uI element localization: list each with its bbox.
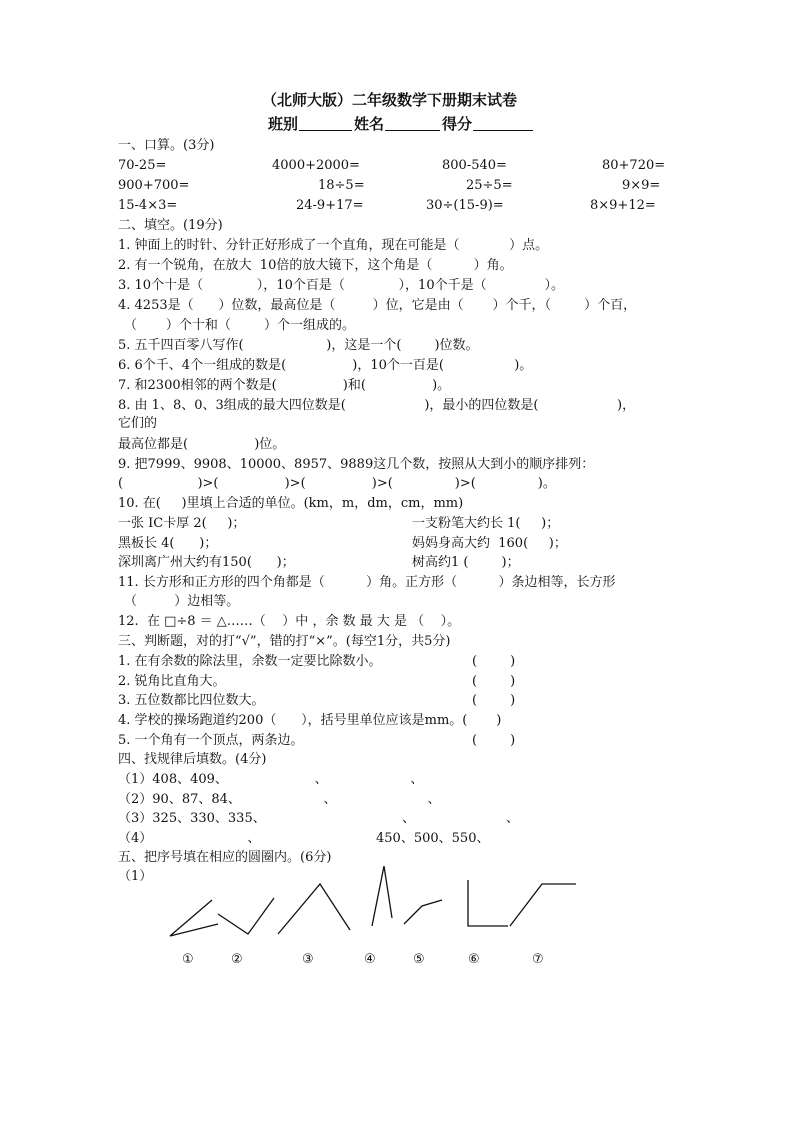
judge-item-4: 4. 学校的操场跑道约200（ ），括号里单位应该是mm。( ) <box>118 713 502 728</box>
fill-question-5: 5. 五千四百零八写作( )，这是一个( )位数。 <box>118 338 479 353</box>
calc-item: 18÷5= <box>318 178 365 193</box>
section2-heading: 二、填空。(19分) <box>118 218 223 233</box>
class-blank-line <box>299 130 352 131</box>
fill-question-12: 12. 在 □÷8 ＝ △……（ ）中 ，余 数 最 大 是 （ ）。 <box>118 614 461 629</box>
judge-bracket: ( ) <box>472 654 516 669</box>
score-blank-line <box>473 130 533 131</box>
angle-figure-4 <box>372 866 392 926</box>
fill-question-6: 6. 6个千、4个一组成的数是( )，10个一百是( )。 <box>118 358 533 373</box>
judge-bracket: ( ) <box>472 674 516 689</box>
unit-item: 树高约1 ( )； <box>412 555 520 570</box>
name-blank-line <box>385 130 440 131</box>
calc-item: 15-4×3= <box>118 198 178 213</box>
angle-figure-1 <box>170 900 218 936</box>
calc-item: 80+720= <box>602 158 666 173</box>
figure-label: ⑤ <box>413 952 425 967</box>
section5-subitem: （1） <box>118 869 153 884</box>
name-label: 姓名 <box>354 115 385 133</box>
figure-label: ③ <box>302 952 314 967</box>
unit-item: 一支粉笔大约长 1( )； <box>412 516 560 531</box>
calc-item: 4000+2000= <box>272 158 360 173</box>
section3-heading: 三、判断题，对的打“√”，错的打“×”。(每空1分，共5分) <box>118 634 451 649</box>
angle-figure-2 <box>218 898 274 934</box>
angle-figures <box>160 866 590 976</box>
fill-question-4b: （ ）个十和（ ）个一组成的。 <box>124 318 355 333</box>
calc-item: 900+700= <box>118 178 190 193</box>
judge-item-5: 5. 一个角有一个顶点，两条边。 <box>118 733 304 748</box>
fill-question-3: 3. 10个十是（ ），10个百是（ ），10个千是（ ）。 <box>118 278 564 293</box>
calc-item: 30÷(15-9)= <box>426 198 504 213</box>
calc-item: 800-540= <box>442 158 507 173</box>
fill-question-8b: 它们的 <box>118 416 158 431</box>
exam-title: （北师大版）二年级数学下册期末试卷 <box>262 91 518 109</box>
judge-item-1: 1. 在有余数的除法里，余数一定要比除数小。 <box>118 654 382 669</box>
angle-figure-3 <box>278 884 350 934</box>
calc-item: 70-25= <box>118 158 167 173</box>
fill-question-4a: 4. 4253是（ ）位数，最高位是（ ）位，它是由（ ）个千，（ ）个百， <box>118 298 637 313</box>
fill-question-10: 10. 在( )里填上合适的单位。(km，m，dm，cm，mm) <box>118 496 464 511</box>
judge-item-2: 2. 锐角比直角大。 <box>118 674 226 689</box>
unit-item: 妈妈身高大约 160( )； <box>412 536 567 551</box>
fill-question-11a: 11. 长方形和正方形的四个角都是（ ）角。正方形（ ）条边相等，长方形 <box>118 575 616 590</box>
judge-item-3: 3. 五位数都比四位数大。 <box>118 693 265 708</box>
section1-heading: 一、口算。(3分) <box>118 138 215 153</box>
score-label: 得分 <box>442 115 473 133</box>
fill-question-2: 2. 有一个锐角，在放大 10倍的放大镜下，这个角是（ ）角。 <box>118 258 513 273</box>
section4-heading: 四、找规律后填数。(4分) <box>118 752 267 767</box>
fill-question-8a: 8. 由 1、8、0、3组成的最大四位数是( )，最小的四位数是( )， <box>118 398 636 413</box>
unit-item: 深圳离广州大约有150( )； <box>118 555 295 570</box>
angle-figure-5 <box>404 900 442 924</box>
fill-question-1: 1. 钟面上的时针、分针正好形成了一个直角，现在可能是（ ）点。 <box>118 238 549 253</box>
figure-label: ④ <box>364 952 376 967</box>
calc-item: 25÷5= <box>466 178 513 193</box>
unit-item: 一张 IC卡厚 2( )； <box>118 516 246 531</box>
calc-item: 24-9+17= <box>296 198 364 213</box>
figure-label: ⑦ <box>532 952 544 967</box>
fill-question-11b: （ ）边相等。 <box>124 594 240 609</box>
figure-label: ⑥ <box>468 952 480 967</box>
class-label: 班别 <box>268 115 299 133</box>
fill-question-7: 7. 和2300相邻的两个数是( )和( )。 <box>118 378 451 393</box>
fill-question-9b: ( )>( )>( )>( )>( )。 <box>118 476 556 491</box>
pattern-item-1: （1）408、409、 、 、 <box>118 772 424 787</box>
figure-label: ① <box>182 952 194 967</box>
judge-bracket: ( ) <box>472 733 516 748</box>
fill-question-8c: 最高位都是( )位。 <box>118 437 286 452</box>
pattern-item-3: （3）325、330、335、 、 、 <box>118 811 519 826</box>
angle-figure-7 <box>510 884 576 926</box>
angle-figure-6 <box>468 880 508 926</box>
section5-heading: 五、把序号填在相应的圆圈内。(6分) <box>118 850 332 865</box>
calc-item: 8×9+12= <box>590 198 656 213</box>
fill-question-9a: 9. 把7999、9908、10000、8957、9889这几个数，按照从大到小的顺序排列： <box>118 457 595 472</box>
pattern-item-4: （4） 、 450、500、550、 <box>118 831 490 846</box>
unit-item: 黑板长 4( )； <box>118 536 218 551</box>
judge-bracket: ( ) <box>472 693 516 708</box>
figure-label: ② <box>231 952 243 967</box>
pattern-item-2: （2）90、87、84、 、 、 <box>118 792 441 807</box>
calc-item: 9×9= <box>622 178 661 193</box>
